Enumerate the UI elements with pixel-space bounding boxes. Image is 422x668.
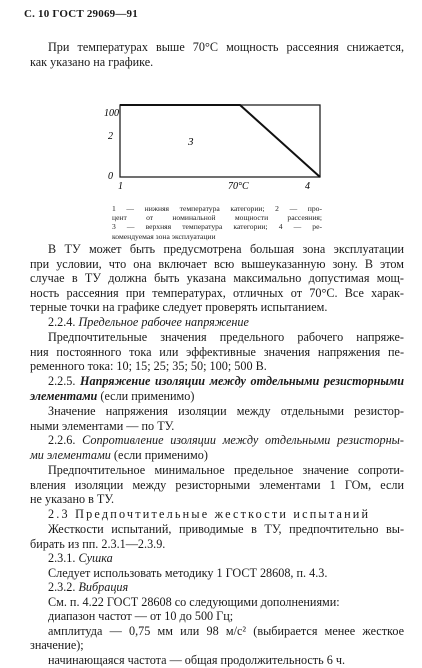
section-2-3-paragraph [30,522,404,551]
power-derating-chart [90,95,350,223]
text-line: амплитуда — 0,75 мм или 98 м/с² (выбирается менее жесткое [48,623,404,638]
text-line: При температурах выше 70°С мощность рассеяния снижается, [48,40,404,54]
section-title: Сопротивление изоляции между отдельными резисторны- [82,433,404,447]
legend-line: 3 — верхняя температура категории; 4 — ре- [112,222,322,232]
section-2-2-6-paragraph [30,463,404,507]
text-line: бирать из пп. 2.3.1—2.3.9. [30,536,166,551]
text-line: начинающаяся частота — общая продолжительность 6 ч. [48,652,346,667]
section-title: 2.3 Предпочтительные жесткости испытаний [48,507,371,521]
x-tick-label: 4 [305,181,310,192]
section-title: Вибрация [78,580,129,594]
section-2-2-5-heading [30,374,404,403]
derating-line [120,105,320,177]
text-line: В ТУ может быть предусмотрена большая зона эксплуатации [48,242,404,256]
section-2-2-5-paragraph [30,404,404,433]
section-2-2-4-heading [30,315,404,330]
text-line: Жесткости испытаний, приводимые в ТУ, предпочтительно вы- [48,522,404,536]
section-title: Напряжение изоляции между отдельными резисторными [80,374,404,388]
section-2-2-4-paragraph [30,330,404,374]
section-2-3-1 [30,551,404,580]
chart-legend [112,204,322,241]
legend-line: 1 — нижняя температура категории; 2 — про- [112,204,322,213]
section-number: 2.2.5. [48,374,76,388]
text-line: Предпочтительное минимальное предельное значение сопроти- [48,463,404,477]
section-number: 2.2.6. [48,433,76,447]
text-line: при условии, что она включает всю вышеуказанную зону. В этом [30,256,404,271]
text-line: значение); [30,638,84,653]
section-title: элементами [30,388,98,403]
tu-paragraph [30,242,404,315]
text-line: ния постоянного тока или эффективные значения напряжения пе- [30,344,404,359]
text-line: ременного тока: 10; 15; 25; 35; 50; 100; 500 В. [30,359,267,374]
text-line: ность рассеяния при температурах, отличных от 70°С. Все харак- [30,285,404,300]
text-line: Значение напряжения изоляции между отдельными резистор- [48,404,404,418]
y-tick-label: 0 [108,171,113,182]
section-title: Сушка [78,551,113,565]
region-label: 3 [188,136,194,148]
x-tick-label: 70°С [228,181,249,192]
text-line: случае в ТУ должна быть указана максимально допустимая мощ- [30,271,404,286]
text-line: диапазон частот — от 10 до 500 Гц; [48,609,234,624]
text-line: как указано на графике. [30,54,154,69]
legend-line: цент от номинальной мощности рассеяния; [112,213,322,223]
text-line: вления изоляции между резисторными элементами 1 ГОм, если [30,477,404,492]
page-header: С. 10 ГОСТ 29069—91 [24,8,138,20]
text-line: Предпочтительные значения предельного рабочего напряже- [48,330,404,344]
intro-paragraph [30,40,404,69]
text-line: Следует использовать методику 1 ГОСТ 28608, п. 4.3. [48,565,328,580]
section-number: 2.3.2. [48,580,76,594]
text-line: терные точки на графике следует проверять испытанием. [30,300,328,315]
section-title: Предельное рабочее напряжение [78,315,249,329]
y-tick-label: 2 [108,131,113,142]
text-line: ными элементами — по ТУ. [30,418,175,433]
legend-line: комендуемая зона эксплуатации [112,231,216,241]
section-number: 2.2.4. [48,315,76,329]
chart-frame [120,105,320,177]
y-tick-label: 100 [104,108,119,119]
section-2-3-2 [30,580,404,668]
section-note: (если применимо) [113,447,208,462]
section-title: ми элементами [30,447,111,462]
section-2-3-heading [30,507,404,522]
x-tick-label: 1 [118,181,123,192]
section-2-2-6-heading [30,433,404,462]
text-line: См. п. 4.22 ГОСТ 28608 со следующими дополнениями: [48,594,340,609]
section-number: 2.3.1. [48,551,76,565]
section-note: (если применимо) [100,388,195,403]
text-line: не указано в ТУ. [30,492,115,507]
